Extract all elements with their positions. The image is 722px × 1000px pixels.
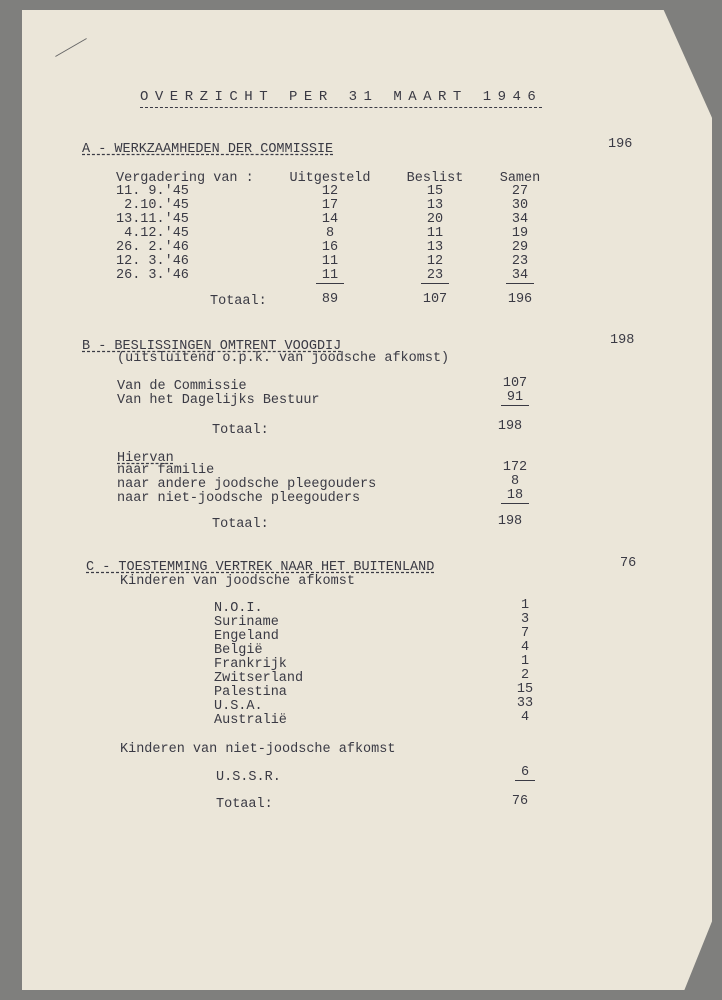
- table-cell: 30: [511, 198, 529, 213]
- section-b-total: 198: [497, 419, 523, 434]
- section-c-margin-total: 76: [620, 556, 637, 571]
- section-c-sub1: Kinderen van joodsche afkomst: [120, 574, 355, 589]
- section-a-margin-total: 196: [608, 137, 633, 152]
- table-row-date: 11. 9.'45: [116, 184, 189, 199]
- country-value: 1: [520, 598, 530, 613]
- list-item-value: [475, 489, 555, 503]
- country-value: 33: [516, 696, 534, 711]
- section-a-heading: A - WERKZAAMHEDEN DER COMMISSIE: [82, 142, 334, 157]
- table-cell: 19: [511, 226, 529, 241]
- table-cell: 13: [426, 240, 444, 255]
- table-cell: 11: [426, 226, 444, 241]
- table-row-date: 2.10.'45: [116, 198, 189, 213]
- section-b-heading: B - BESLISSINGEN OMTRENT VOOGDIJ: [82, 339, 342, 354]
- country-label: Frankrijk: [214, 657, 287, 672]
- table-row-date: 12. 3.'46: [116, 254, 189, 269]
- list-item-value: 172: [502, 460, 528, 475]
- section-c-total: 76: [511, 794, 529, 809]
- table-cell: 17: [321, 198, 339, 213]
- table-cell: 11: [321, 254, 339, 269]
- country-value: [485, 766, 565, 780]
- country-value: 1: [520, 654, 530, 669]
- column-header-date: Vergadering van :: [116, 171, 254, 186]
- section-a-total-label: Totaal:: [210, 294, 267, 309]
- country-value-value: 6: [515, 765, 535, 781]
- section-b-total2: 198: [497, 514, 523, 529]
- section-b-subheading: (uitsluitend o.p.k. van joodsche afkomst): [117, 351, 450, 366]
- column-header-uitgesteld: Uitgesteld: [289, 171, 371, 186]
- table-cell: 16: [321, 240, 339, 255]
- country-value: 4: [520, 710, 530, 725]
- list-item-value: [475, 391, 555, 405]
- table-cell: 27: [511, 184, 529, 199]
- table-cell: 8: [325, 226, 335, 241]
- section-c-heading: C - TOESTEMMING VERTREK NAAR HET BUITENLAND: [86, 560, 435, 575]
- list-item-label: naar familie: [117, 463, 215, 478]
- country-label: Engeland: [214, 629, 279, 644]
- table-cell: 14: [321, 212, 339, 227]
- table-cell: 12: [321, 184, 339, 199]
- country-label: Suriname: [214, 615, 279, 630]
- table-cell: 13: [426, 198, 444, 213]
- list-item-label: Van de Commissie: [117, 379, 247, 394]
- table-cell: 12: [426, 254, 444, 269]
- country-value: 4: [520, 640, 530, 655]
- country-label: Australië: [214, 713, 287, 728]
- table-cell: [395, 269, 475, 283]
- table-row-date: 4.12.'45: [116, 226, 189, 241]
- column-header-samen: Samen: [499, 171, 541, 186]
- table-cell: 34: [511, 212, 529, 227]
- table-row-date: 13.11.'45: [116, 212, 189, 227]
- list-item-value: 8: [510, 474, 520, 489]
- section-b-total-label: Totaal:: [212, 423, 269, 438]
- country-value: 15: [516, 682, 534, 697]
- table-row-date: 26. 3.'46: [116, 268, 189, 283]
- table-cell: 29: [511, 240, 529, 255]
- table-cell: 23: [511, 254, 529, 269]
- list-item-value-value: 91: [501, 390, 529, 406]
- country-label: U.S.A.: [214, 699, 263, 714]
- hiervan-label: Hiervan: [117, 451, 174, 466]
- section-b-margin-total: 198: [610, 333, 635, 348]
- section-a-total-cell: 196: [507, 292, 533, 307]
- table-cell-value: 11: [316, 268, 344, 284]
- table-cell: [290, 269, 370, 283]
- list-item-label: Van het Dagelijks Bestuur: [117, 393, 320, 408]
- table-cell-value: 34: [506, 268, 534, 284]
- table-cell-value: 23: [421, 268, 449, 284]
- country-value: 3: [520, 612, 530, 627]
- section-a-total-cell: 89: [321, 292, 339, 307]
- section-b-total2-label: Totaal:: [212, 517, 269, 532]
- list-item-label: naar andere joodsche pleegouders: [117, 477, 377, 492]
- list-item-value-value: 18: [501, 488, 529, 504]
- country-label: U.S.S.R.: [216, 770, 281, 785]
- list-item-label: naar niet-joodsche pleegouders: [117, 491, 361, 506]
- country-label: Zwitserland: [214, 671, 304, 686]
- country-value: 7: [520, 626, 530, 641]
- country-label: N.O.I.: [214, 601, 263, 616]
- section-a-total-cell: 107: [422, 292, 448, 307]
- table-row-date: 26. 2.'46: [116, 240, 189, 255]
- table-cell: [480, 269, 560, 283]
- country-label: België: [214, 643, 263, 658]
- list-item-value: 107: [502, 376, 528, 391]
- document-title: OVERZICHT PER 31 MAART 1946: [140, 90, 542, 108]
- column-header-beslist: Beslist: [406, 171, 464, 186]
- country-value: 2: [520, 668, 530, 683]
- table-cell: 15: [426, 184, 444, 199]
- section-c-total-label: Totaal:: [216, 797, 273, 812]
- table-cell: 20: [426, 212, 444, 227]
- country-label: Palestina: [214, 685, 287, 700]
- section-c-sub2: Kinderen van niet-joodsche afkomst: [120, 742, 396, 757]
